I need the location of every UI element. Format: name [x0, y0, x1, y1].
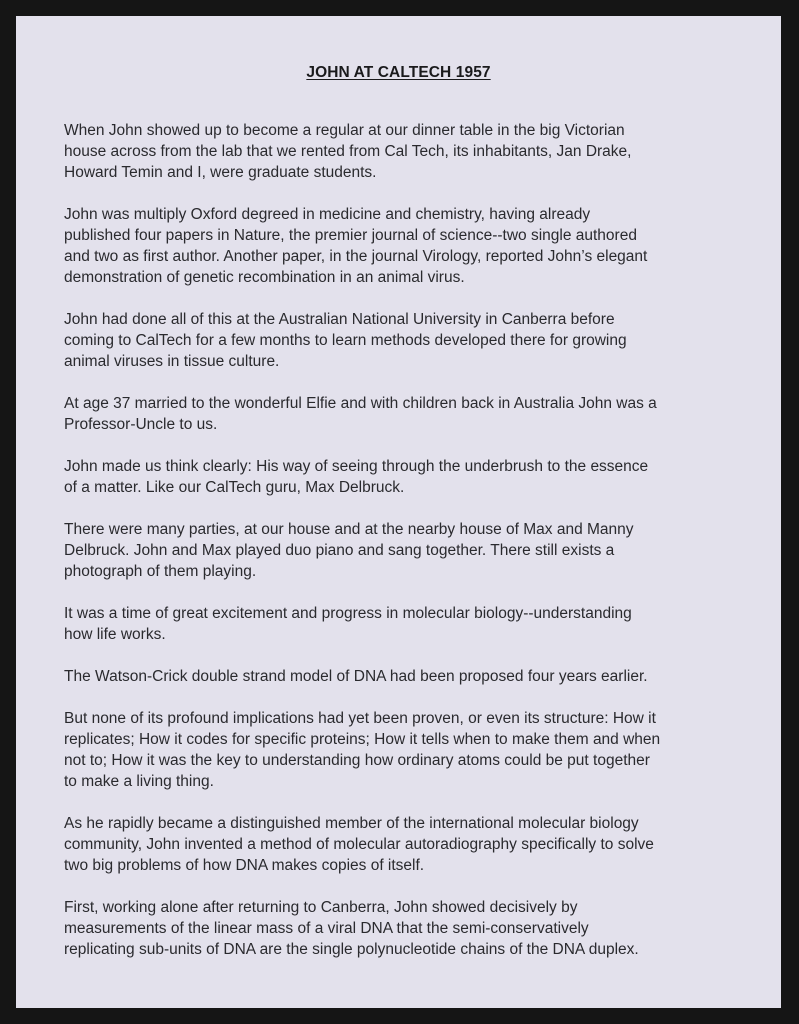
paragraph: But none of its profound implications had yet been proven, or even its structure: How it replicates; How it codes for specific proteins; How it tells when to make them and when not to; How it was the key to understanding how ordinary atoms could be put together to make a living thing.	[64, 710, 661, 790]
document-title: JOHN AT CALTECH 1957	[306, 64, 491, 81]
paragraph: John was multiply Oxford degreed in medicine and chemistry, having already published four papers in Nature, the premier journal of science--two single authored and two as first author. Another paper, in the journal Virology, reported John’s elegant demonstration of genetic recombination in an animal virus.	[64, 206, 648, 286]
paragraph: The Watson-Crick double strand model of DNA had been proposed four years earlier.	[64, 668, 648, 685]
paragraph: John made us think clearly: His way of seeing through the underbrush to the essence of a matter. Like our CalTech guru, Max Delbruck.	[64, 458, 649, 496]
paragraph: When John showed up to become a regular at our dinner table in the big Victorian house across from the lab that we rented from Cal Tech, its inhabitants, Jan Drake, Howard Temin and I, were graduate students.	[64, 122, 632, 181]
paragraph: It was a time of great excitement and progress in molecular biology--understanding how life works.	[64, 605, 632, 643]
paragraph: At age 37 married to the wonderful Elfie and with children back in Australia John was a Professor-Uncle to us.	[64, 395, 657, 433]
document-page	[16, 16, 781, 1008]
paragraph: First, working alone after returning to Canberra, John showed decisively by measurements of the linear mass of a viral DNA that the semi-conservatively replicating sub-units of DNA are the single polynucleotide chains of the DNA duplex.	[64, 899, 639, 958]
document-body	[64, 120, 754, 981]
paragraph: As he rapidly became a distinguished member of the international molecular biology community, John invented a method of molecular autoradiography specifically to solve two big problems of how DNA makes copies of itself.	[64, 815, 654, 874]
paragraph: John had done all of this at the Australian National University in Canberra before coming to CalTech for a few months to learn methods developed there for growing animal viruses in tissue culture.	[64, 311, 627, 370]
paragraph: There were many parties, at our house and at the nearby house of Max and Manny Delbruck. John and Max played duo piano and sang together. There still exists a photograph of them playing.	[64, 521, 634, 580]
